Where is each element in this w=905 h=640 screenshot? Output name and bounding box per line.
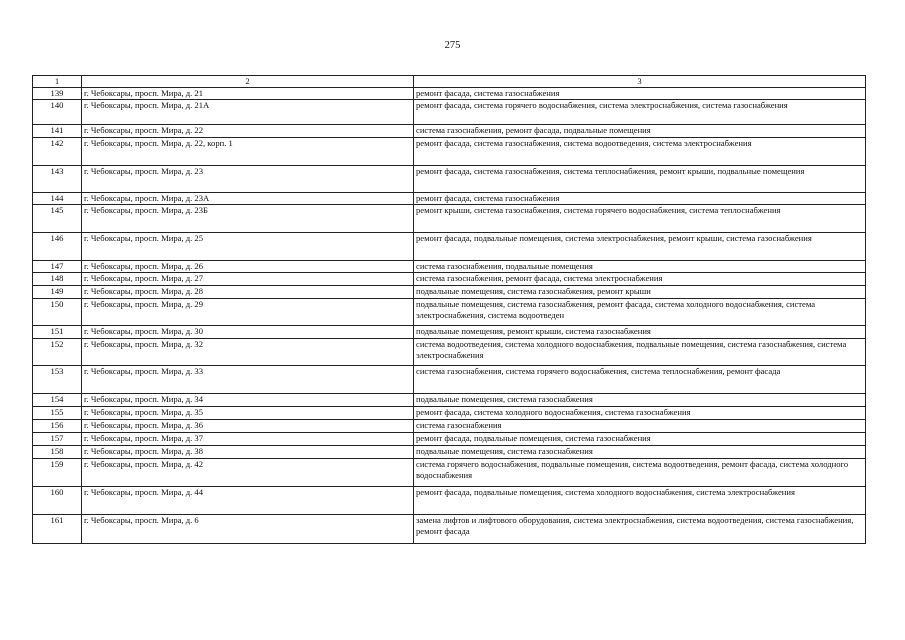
row-address: г. Чебоксары, просп. Мира, д. 28 <box>82 286 414 299</box>
row-address: г. Чебоксары, просп. Мира, д. 32 <box>82 339 414 366</box>
row-address: г. Чебоксары, просп. Мира, д. 36 <box>82 420 414 433</box>
row-works: подвальные помещения, ремонт крыши, система газоснабжения <box>414 326 866 339</box>
row-works: ремонт фасада, система газоснабжения, система водоотведения, система электроснабжения <box>414 138 866 166</box>
row-works: ремонт фасада, подвальные помещения, система холодного водоснабжения, система электроснабжения <box>414 487 866 515</box>
table-row <box>33 515 866 544</box>
row-number: 150 <box>33 299 82 326</box>
table-row <box>33 193 866 205</box>
row-works: система горячего водоснабжения, подвальные помещения, система водоотведения, ремонт фасада, система холодного водоснабжения <box>414 459 866 487</box>
header-row <box>33 76 866 88</box>
table-row <box>33 138 866 166</box>
row-works: система газоснабжения, ремонт фасада, подвальные помещения <box>414 125 866 138</box>
row-address: г. Чебоксары, просп. Мира, д. 26 <box>82 261 414 273</box>
table-row <box>33 326 866 339</box>
table-row <box>33 233 866 261</box>
table-row <box>33 487 866 515</box>
row-works: подвальные помещения, система газоснабжения <box>414 394 866 407</box>
row-address: г. Чебоксары, просп. Мира, д. 21 <box>82 88 414 100</box>
row-works: система газоснабжения <box>414 420 866 433</box>
row-address: г. Чебоксары, просп. Мира, д. 23Б <box>82 205 414 233</box>
row-number: 148 <box>33 273 82 286</box>
table-row <box>33 125 866 138</box>
table-row <box>33 459 866 487</box>
row-number: 152 <box>33 339 82 366</box>
row-number: 156 <box>33 420 82 433</box>
buildings-table <box>32 75 866 544</box>
row-number: 158 <box>33 446 82 459</box>
row-works: замена лифтов и лифтового оборудования, система электроснабжения, система водоотведения, система газоснабжения, ремонт фасада <box>414 515 866 544</box>
row-works: система газоснабжения, подвальные помещения <box>414 261 866 273</box>
row-address: г. Чебоксары, просп. Мира, д. 22 <box>82 125 414 138</box>
table-row <box>33 261 866 273</box>
row-works: ремонт фасада, система холодного водоснабжения, система газоснабжения <box>414 407 866 420</box>
table-row <box>33 366 866 394</box>
row-number: 147 <box>33 261 82 273</box>
row-address: г. Чебоксары, просп. Мира, д. 22, корп. 1 <box>82 138 414 166</box>
row-works: система водоотведения, система холодного водоснабжения, подвальные помещения, система газоснабжения, система электроснабжения <box>414 339 866 366</box>
row-works: ремонт фасада, подвальные помещения, система газоснабжения <box>414 433 866 446</box>
table-row <box>33 394 866 407</box>
row-address: г. Чебоксары, просп. Мира, д. 34 <box>82 394 414 407</box>
row-works: ремонт фасада, система газоснабжения <box>414 88 866 100</box>
row-number: 153 <box>33 366 82 394</box>
row-works: подвальные помещения, система газоснабжения, ремонт крыши <box>414 286 866 299</box>
table-header <box>33 76 866 88</box>
row-number: 160 <box>33 487 82 515</box>
row-number: 140 <box>33 100 82 125</box>
row-address: г. Чебоксары, просп. Мира, д. 42 <box>82 459 414 487</box>
row-address: г. Чебоксары, просп. Мира, д. 37 <box>82 433 414 446</box>
row-number: 145 <box>33 205 82 233</box>
row-address: г. Чебоксары, просп. Мира, д. 30 <box>82 326 414 339</box>
table-row <box>33 205 866 233</box>
row-address: г. Чебоксары, просп. Мира, д. 29 <box>82 299 414 326</box>
row-number: 146 <box>33 233 82 261</box>
row-address: г. Чебоксары, просп. Мира, д. 35 <box>82 407 414 420</box>
table-row <box>33 433 866 446</box>
row-number: 155 <box>33 407 82 420</box>
row-works: ремонт фасада, система газоснабжения <box>414 193 866 205</box>
row-number: 151 <box>33 326 82 339</box>
row-number: 149 <box>33 286 82 299</box>
row-number: 141 <box>33 125 82 138</box>
row-number: 139 <box>33 88 82 100</box>
row-address: г. Чебоксары, просп. Мира, д. 27 <box>82 273 414 286</box>
row-number: 142 <box>33 138 82 166</box>
row-works: подвальные помещения, система газоснабжения <box>414 446 866 459</box>
row-works: система газоснабжения, система горячего водоснабжения, система теплоснабжения, ремонт фасада <box>414 366 866 394</box>
table-row <box>33 407 866 420</box>
row-address: г. Чебоксары, просп. Мира, д. 6 <box>82 515 414 544</box>
row-works: ремонт фасада, подвальные помещения, система электроснабжения, ремонт крыши, система газоснабжения <box>414 233 866 261</box>
header-col-1: 1 <box>33 76 82 88</box>
row-works: ремонт фасада, система газоснабжения, система теплоснабжения, ремонт крыши, подвальные помещения <box>414 166 866 193</box>
page-number: 275 <box>444 40 461 51</box>
row-number: 144 <box>33 193 82 205</box>
row-number: 154 <box>33 394 82 407</box>
row-number: 143 <box>33 166 82 193</box>
table-row <box>33 166 866 193</box>
table-row <box>33 299 866 326</box>
header-col-2: 2 <box>82 76 414 88</box>
row-address: г. Чебоксары, просп. Мира, д. 23А <box>82 193 414 205</box>
row-address: г. Чебоксары, просп. Мира, д. 44 <box>82 487 414 515</box>
row-address: г. Чебоксары, просп. Мира, д. 23 <box>82 166 414 193</box>
row-address: г. Чебоксары, просп. Мира, д. 38 <box>82 446 414 459</box>
row-number: 161 <box>33 515 82 544</box>
row-number: 157 <box>33 433 82 446</box>
table-row <box>33 286 866 299</box>
table-row <box>33 339 866 366</box>
row-address: г. Чебоксары, просп. Мира, д. 21А <box>82 100 414 125</box>
table-row <box>33 420 866 433</box>
header-col-3: 3 <box>414 76 866 88</box>
table-row <box>33 100 866 125</box>
row-works: подвальные помещения, система газоснабжения, ремонт фасада, система холодного водоснабжения, система электроснабжения, система водоотведен <box>414 299 866 326</box>
row-works: система газоснабжения, ремонт фасада, система электроснабжения <box>414 273 866 286</box>
row-works: ремонт фасада, система горячего водоснабжения, система электроснабжения, система газоснабжения <box>414 100 866 125</box>
table-row <box>33 273 866 286</box>
row-address: г. Чебоксары, просп. Мира, д. 33 <box>82 366 414 394</box>
row-works: ремонт крыши, система газоснабжения, система горячего водоснабжения, система теплоснабжения <box>414 205 866 233</box>
table-row <box>33 446 866 459</box>
table-body <box>33 88 866 544</box>
row-number: 159 <box>33 459 82 487</box>
table-row <box>33 88 866 100</box>
row-address: г. Чебоксары, просп. Мира, д. 25 <box>82 233 414 261</box>
